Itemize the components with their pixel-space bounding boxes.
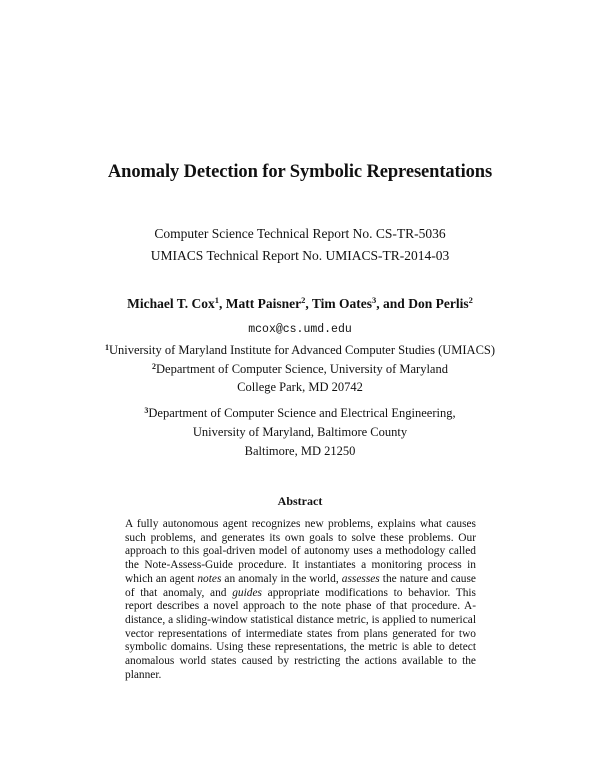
affiliation-mark: 2 (152, 362, 157, 371)
report-number-cs: Computer Science Technical Report No. CS-TR-5036 (154, 226, 446, 241)
author-separator: , and (376, 296, 409, 311)
author-name: Don Perlis (408, 296, 469, 311)
author-name: Matt Paisner (225, 296, 302, 311)
author-affiliation-mark: 2 (301, 295, 306, 305)
report-number-umiacs: UMIACS Technical Report No. UMIACS-TR-2014-03 (150, 248, 450, 263)
abstract-body (125, 518, 476, 682)
affiliation-text: Department of Computer Science and Electrical Engineering, (148, 406, 456, 420)
author-affiliation-mark: 2 (468, 295, 473, 305)
affiliation-2-address: College Park, MD 20742 (237, 380, 363, 394)
abstract-emphasis: guides (232, 586, 262, 599)
author-separator: , (305, 296, 312, 311)
contact-email: mcox@cs.umd.edu (248, 323, 352, 336)
abstract-text: appropriate modifications to behavior. This report describes a novel approach to the note phase of that procedure. A-distance, a sliding-window statistical distance metric, is applied to numerical vector representations of intermediate states from plans generated for two symbolic domains. Using these representations, the metric is able to detect anomalous world states caused by restricting the actions available to the planner. (125, 586, 476, 681)
affiliation-1 (0, 343, 600, 358)
affiliation-mark: 3 (144, 406, 149, 415)
abstract-heading: Abstract (277, 494, 323, 508)
abstract-text: an anomaly in the world, (221, 572, 342, 585)
author-name: Tim Oates (311, 296, 373, 311)
author-name: Michael T. Cox (127, 296, 215, 311)
abstract-text: A fully autonomous agent recognizes new problems, explains what causes such problems, and generates its own goals to solve these problems. Our approach to this goal-driven model of autonomy uses a methodology called the Note-Assess-Guide procedure. It instantiates a monitoring process in which an agent (125, 518, 476, 585)
author-affiliation-mark: 1 (214, 295, 220, 305)
affiliation-text: University of Maryland Institute for Advanced Computer Studies (UMIACS) (108, 343, 496, 357)
author-affiliation-mark: 3 (372, 295, 377, 305)
author-list (0, 296, 600, 312)
abstract-emphasis: notes (197, 572, 222, 585)
affiliation-3-address: Baltimore, MD 21250 (244, 444, 356, 458)
author-separator: , (219, 296, 226, 311)
affiliation-text: Department of Computer Science, University of Maryland (156, 362, 448, 376)
affiliation-mark: 1 (104, 343, 109, 352)
affiliation-3-institution: University of Maryland, Baltimore County (192, 425, 408, 439)
abstract-text: the nature and cause of that anomaly, and (125, 572, 476, 599)
abstract-emphasis: assesses (341, 572, 380, 585)
affiliation-2 (0, 362, 600, 377)
affiliation-3 (0, 406, 600, 421)
paper-title: Anomaly Detection for Symbolic Representations (107, 162, 493, 182)
